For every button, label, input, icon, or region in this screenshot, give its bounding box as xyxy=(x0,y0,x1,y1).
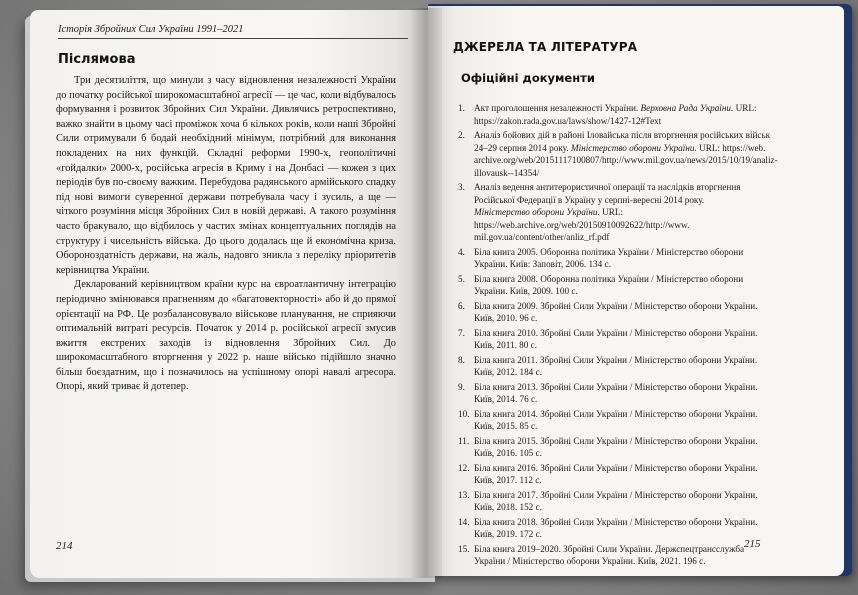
reference-text xyxy=(474,300,762,325)
reference-text-main: Біла книга 2019–2020. Збройні Сили України. Держспецтрансслужба України / Міністерство оборони України. Київ, 2021. 196 с. xyxy=(474,543,745,566)
reference-item xyxy=(458,300,762,325)
reference-text-main: Акт проголошення незалежності України. xyxy=(474,103,641,113)
reference-text xyxy=(474,327,762,352)
reference-publisher: Міністерство оборони України. xyxy=(570,142,697,153)
reference-text xyxy=(474,408,762,433)
reference-text xyxy=(474,181,762,244)
reference-item xyxy=(458,435,762,460)
reference-text-main: Біла книга 2017. Збройні Сили України / Міністерство оборони України. Київ, 2018. 152 с. xyxy=(474,489,758,512)
reference-url: URL: https://zakon.rada.gov.ua/laws/show/1427-12#Text xyxy=(474,103,757,126)
reference-text xyxy=(474,516,762,541)
afterword-paragraph: Три десятиліття, що минули з часу відновлення незалежності України до початку російської широкомасштабної агресії — це час, коли відбувалось формування і розвиток Збройних Сил України. Дивлячись ретроспективно, важко знайти в цьому часі проміжок хоча б кількох років, коли наші Збройні Сили отримували б бодай необхідний мінімум, потрібний для виконання покладених на них функцій. Складні реформи 1990-х, геополітичні «гойдалки» 2000-х, російська агресія в Криму і на Донбасі — кожен з цих періодів був по-своєму важким. Перебудова радянського армійського спадку під нові вимоги суверенної держави потребувала часу і зусиль, а ще — чіткого розуміння місця Збройних Сил в новій державі. А такого розуміння часто бракувало, що відбилось у частих змінах концептуальних поглядів на структуру і чисельність війська. До цього додалась ще й економічна криза. Обороноздатність держави, на жаль, надовго зникла з переліку пріоритетів керівництва України. xyxy=(56,75,396,276)
reference-text-main: Біла книга 2011. Збройні Сили України / Міністерство оборони України. Київ, 2012. 184 с. xyxy=(474,354,758,377)
reference-text-main: Біла книга 2009. Збройні Сили України / Міністерство оборони України. Київ, 2010. 96 с. xyxy=(474,300,758,323)
reference-item xyxy=(458,102,762,127)
reference-text xyxy=(474,435,762,460)
reference-item xyxy=(458,354,762,379)
reference-item xyxy=(458,381,762,406)
reference-number: 8. xyxy=(458,354,465,365)
reference-text-main: Біла книга 2013. Збройні Сили України / Міністерство оборони України. Київ, 2014. 76 с. xyxy=(474,381,758,404)
reference-number: 9. xyxy=(458,381,465,392)
reference-number: 5. xyxy=(458,273,465,284)
afterword-paragraph: Декларований керівництвом країни курс на євроатлантичну інтеграцію періодично змінювався прагненням до «багатовекторності» або й до прямої орієнтації на РФ. Це розбалансовувало військове планування, не сприяючи оптимальній витраті ресурсів. Початок у 2014 р. російської агресії змусив вжиття екстрених заходів із відновлення Збройних Сил. До широкомасштабного вторгнення у 2022 р. наше військо підійшло значно більш боєздатним, що і позначилось на успішному опорі навалі агресора. Опорі, який триває й дотепер. xyxy=(56,279,396,393)
reference-url: URL: https://web.archive.org/web/20150910092622/http://www. mil.gov.ua/content/other/anliz_rf.pdf xyxy=(474,207,690,242)
reference-text-main: Аналіз бойових дій в районі Іловайська після вторгнення російських військ 24–29 серпня 2014 року. xyxy=(474,130,771,153)
reference-number: 10. xyxy=(458,408,470,419)
reference-number: 11. xyxy=(458,435,470,446)
reference-item xyxy=(458,543,762,568)
reference-text-main: Біла книга 2010. Збройні Сили України / Міністерство оборони України. Київ, 2011. 80 с. xyxy=(474,327,758,350)
reference-publisher: Верховна Рада України. xyxy=(640,103,734,113)
reference-number: 12. xyxy=(458,462,470,473)
reference-text-main: Біла книга 2018. Збройні Сили України / Міністерство оборони України. Київ, 2019. 172 с. xyxy=(474,516,758,539)
reference-url: URL: https://web. archive.org/web/20151117100807/http://www.mil.gov.ua/news/2015/10/19/analiz-illovausk--14354/ xyxy=(474,142,778,178)
reference-text-main: Аналіз ведення антитерористичної операції та наслідків вторгнення Російської Федерації в Україну у серпні-вересні 2014 року. xyxy=(474,182,741,205)
reference-number: 15. xyxy=(458,543,470,554)
reference-item xyxy=(458,246,762,271)
page-number-right: 215 xyxy=(744,538,761,550)
reference-item xyxy=(458,181,762,244)
reference-item xyxy=(458,273,762,298)
reference-text-main: Біла книга 2016. Збройні Сили України / Міністерство оборони України. Київ, 2017. 112 с. xyxy=(474,462,758,485)
reference-number: 7. xyxy=(458,327,465,338)
reference-number: 13. xyxy=(458,489,470,500)
reference-number: 4. xyxy=(458,246,465,257)
reference-item xyxy=(458,129,778,179)
reference-text xyxy=(474,354,762,379)
afterword-title: Післямова xyxy=(58,52,136,67)
reference-item xyxy=(458,489,762,514)
reference-list xyxy=(458,102,778,570)
reference-text xyxy=(474,273,762,298)
reference-item xyxy=(458,462,762,487)
page-number-left: 214 xyxy=(56,540,73,552)
sources-title: ДЖЕРЕЛА ТА ЛІТЕРАТУРА xyxy=(453,40,638,54)
reference-text xyxy=(474,543,762,568)
reference-text xyxy=(474,381,762,406)
reference-item xyxy=(458,516,762,541)
reference-text-main: Біла книга 2005. Оборонна політика України / Міністерство оборони України. Київ: Заповіт, 2006. 134 с. xyxy=(474,246,744,269)
reference-text xyxy=(474,489,762,514)
reference-number: 1. xyxy=(458,103,465,113)
reference-number: 2. xyxy=(458,130,465,140)
afterword-body xyxy=(56,74,396,395)
reference-item xyxy=(458,408,762,433)
reference-number: 6. xyxy=(458,300,465,311)
reference-number: 14. xyxy=(458,516,470,527)
reference-number: 3. xyxy=(458,182,465,192)
reference-text-main: Біла книга 2008. Оборонна політика України / Міністерство оборони України. Київ, 2009. 100 с. xyxy=(474,273,744,296)
reference-text-main: Біла книга 2014. Збройні Сили України / Міністерство оборони України. Київ, 2015. 85 с. xyxy=(474,408,758,431)
reference-text xyxy=(474,129,778,179)
reference-text-main: Біла книга 2015. Збройні Сили України / Міністерство оборони України. Київ, 2016. 105 с. xyxy=(474,435,758,458)
reference-text xyxy=(474,462,762,487)
running-head: Історія Збройних Сил України 1991–2021 xyxy=(58,24,408,39)
reference-publisher: Міністерство оборони України. xyxy=(474,207,600,217)
reference-text xyxy=(474,102,762,127)
reference-text xyxy=(474,246,762,271)
reference-item xyxy=(458,327,762,352)
official-documents-subtitle: Офіційні документи xyxy=(461,71,595,85)
